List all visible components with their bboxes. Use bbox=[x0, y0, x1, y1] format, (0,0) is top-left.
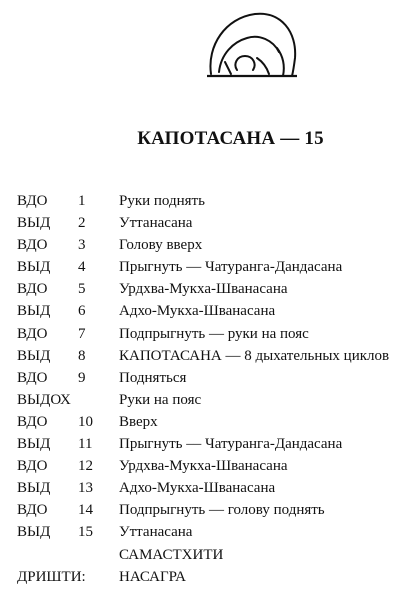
drishti-label: ДРИШТИ: bbox=[17, 568, 86, 585]
step-description: Руки поднять bbox=[119, 193, 205, 209]
sequence-list bbox=[0, 190, 401, 588]
sequence-row bbox=[0, 323, 401, 345]
vinyasa-number: 14 bbox=[78, 502, 93, 519]
sequence-row bbox=[0, 499, 401, 521]
step-description: Уттанасана bbox=[119, 524, 193, 541]
breath-phase: ВЫД bbox=[17, 303, 51, 320]
breath-phase: ВЫДОХ bbox=[17, 391, 71, 408]
breath-phase: ВДО bbox=[17, 237, 48, 254]
breath-phase: ВДО bbox=[17, 325, 48, 342]
vinyasa-number: 11 bbox=[78, 436, 93, 453]
drishti-row bbox=[0, 566, 401, 588]
breath-phase: ВЫД bbox=[17, 524, 51, 541]
breath-phase: ВЫД bbox=[17, 480, 51, 497]
step-description: Прыгнуть — Чатуранга-Дандасана bbox=[119, 259, 343, 276]
sequence-row bbox=[0, 278, 401, 300]
step-description: Подпрыгнуть — руки на пояс bbox=[119, 325, 309, 342]
breath-phase: ВДО bbox=[17, 413, 48, 430]
step-description: Подняться bbox=[119, 369, 187, 386]
sequence-row bbox=[0, 389, 401, 411]
vinyasa-number: 5 bbox=[78, 281, 86, 298]
breath-phase: ВЫД bbox=[17, 436, 51, 453]
breath-phase: ВДО bbox=[17, 193, 48, 209]
sequence-row bbox=[0, 411, 401, 433]
step-description: Руки на пояс bbox=[119, 391, 202, 408]
breath-phase: ВДО bbox=[17, 502, 48, 519]
step-description: Урдхва-Мукха-Шванасана bbox=[119, 281, 288, 298]
sequence-row bbox=[0, 367, 401, 389]
step-description: Голову вверх bbox=[119, 237, 203, 254]
sequence-row bbox=[0, 477, 401, 499]
vinyasa-number: 1 bbox=[78, 193, 86, 209]
vinyasa-number: 2 bbox=[78, 215, 86, 232]
sequence-row bbox=[0, 190, 401, 212]
vinyasa-number: 4 bbox=[78, 259, 86, 276]
breath-phase: ВЫД bbox=[17, 347, 51, 364]
vinyasa-number: 8 bbox=[78, 347, 86, 364]
breath-phase: ВДО bbox=[17, 369, 48, 386]
step-description: Адхо-Мукха-Шванасана bbox=[119, 480, 276, 497]
sequence-row-closing bbox=[0, 544, 401, 566]
sequence-row bbox=[0, 433, 401, 455]
vinyasa-number: 15 bbox=[78, 524, 93, 541]
sequence-row bbox=[0, 300, 401, 322]
vinyasa-number: 12 bbox=[78, 458, 93, 475]
sequence-row bbox=[0, 521, 401, 543]
step-description: Вверх bbox=[119, 413, 158, 430]
vinyasa-number: 6 bbox=[78, 303, 86, 320]
vinyasa-number: 13 bbox=[78, 480, 93, 497]
step-description: КАПОТАСАНА — 8 дыхательных циклов bbox=[119, 347, 390, 364]
vinyasa-number: 7 bbox=[78, 325, 86, 342]
step-description: Подпрыгнуть — голову поднять bbox=[119, 502, 325, 519]
breath-phase: ВДО bbox=[17, 458, 48, 475]
step-description: Прыгнуть –– Чатуранга-Дандасана bbox=[119, 436, 343, 453]
kapotasana-pose-illustration bbox=[197, 6, 301, 82]
vinyasa-number: 9 bbox=[78, 369, 86, 386]
sequence-row bbox=[0, 256, 401, 278]
sequence-row bbox=[0, 212, 401, 234]
vinyasa-number: 3 bbox=[78, 237, 86, 254]
closing-position: САМАСТХИТИ bbox=[119, 546, 224, 563]
drishti-value: НАСАГРА bbox=[119, 568, 186, 585]
pose-title: КАПОТАСАНА — 15 bbox=[137, 128, 324, 149]
breath-phase: ВДО bbox=[17, 281, 48, 298]
breath-phase: ВЫД bbox=[17, 215, 51, 232]
sequence-row bbox=[0, 455, 401, 477]
sequence-row bbox=[0, 345, 401, 367]
step-description: Адхо-Мукха-Шванасана bbox=[119, 303, 276, 320]
breath-phase: ВЫД bbox=[17, 259, 51, 276]
step-description: Урдхва-Мукха-Шванасана bbox=[119, 458, 288, 475]
sequence-row bbox=[0, 234, 401, 256]
vinyasa-number: 10 bbox=[78, 413, 93, 430]
step-description: Уттанасана bbox=[119, 215, 193, 232]
